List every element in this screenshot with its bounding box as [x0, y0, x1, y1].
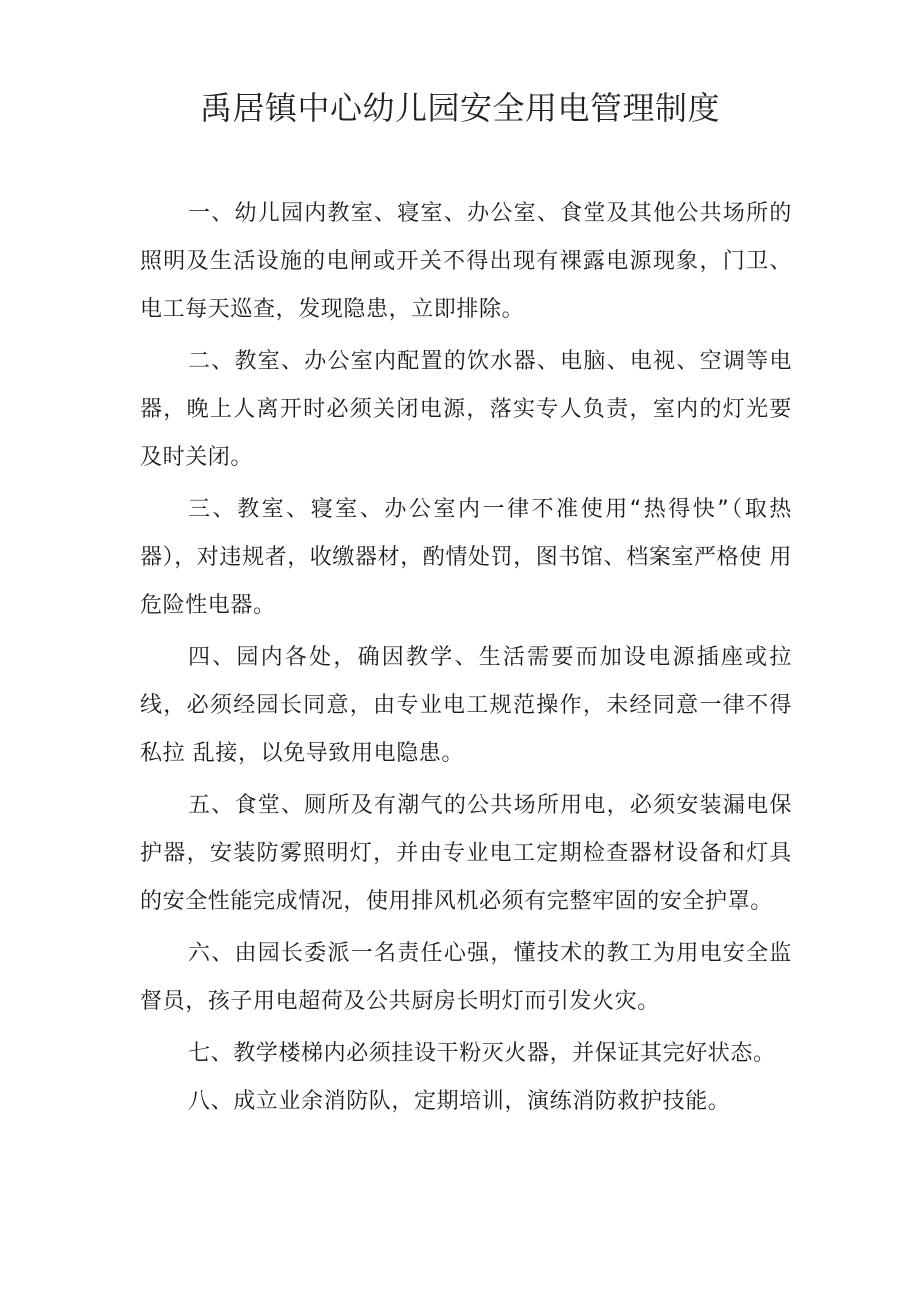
rule-paragraph-2: 二、教室、办公室内配置的饮水器、电脑、电视、空调等电器，晚上人离开时必须关闭电源，落实专人负责，室内的灯光要及时关闭。 — [140, 349, 792, 470]
rule-paragraph-1: 一、幼儿园内教室、寝室、办公室、食堂及其他公共场所的照明及生活设施的电闸或开关不得出现有裸露电源现象，门卫、 电工每天巡查，发现隐患，立即排除。 — [140, 201, 792, 322]
document-title: 禹居镇中心幼儿园安全用电管理制度 — [199, 89, 720, 127]
rule-paragraph-4: 四、园内各处，确因教学、生活需要而加设电源插座或拉线，必须经园长同意，由专业电工规范操作，未经同意一律不得私拉 乱接，以免导致用电隐患。 — [140, 645, 792, 766]
rule-paragraph-7: 七、教学楼梯内必须挂设干粉灭火器，并保证其完好状态。 — [188, 1041, 776, 1066]
document-body — [140, 190, 792, 1126]
rule-paragraph-8: 八、成立业余消防队，定期培训，演练消防救护技能。 — [188, 1089, 731, 1114]
rule-paragraph-3: 三、教室、寝室、办公室内一律不准使用“热得快”（取热器），对违规者，收缴器材，酌情处罚，图书馆、档案室严格使 用危险性电器。 — [140, 497, 792, 618]
rule-paragraph-6: 六、由园长委派一名责任心强，懂技术的教工为用电安全监督员，孩子用电超荷及公共厨房长明灯而引发火灾。 — [140, 941, 792, 1014]
rule-paragraph-5: 五、食堂、厕所及有潮气的公共场所用电，必须安装漏电保护器，安装防雾照明灯，并由专业电工定期检查器材设备和灯具 的安全性能完成情况，使用排风机必须有完整牢固的安全护罩。 — [140, 793, 792, 914]
